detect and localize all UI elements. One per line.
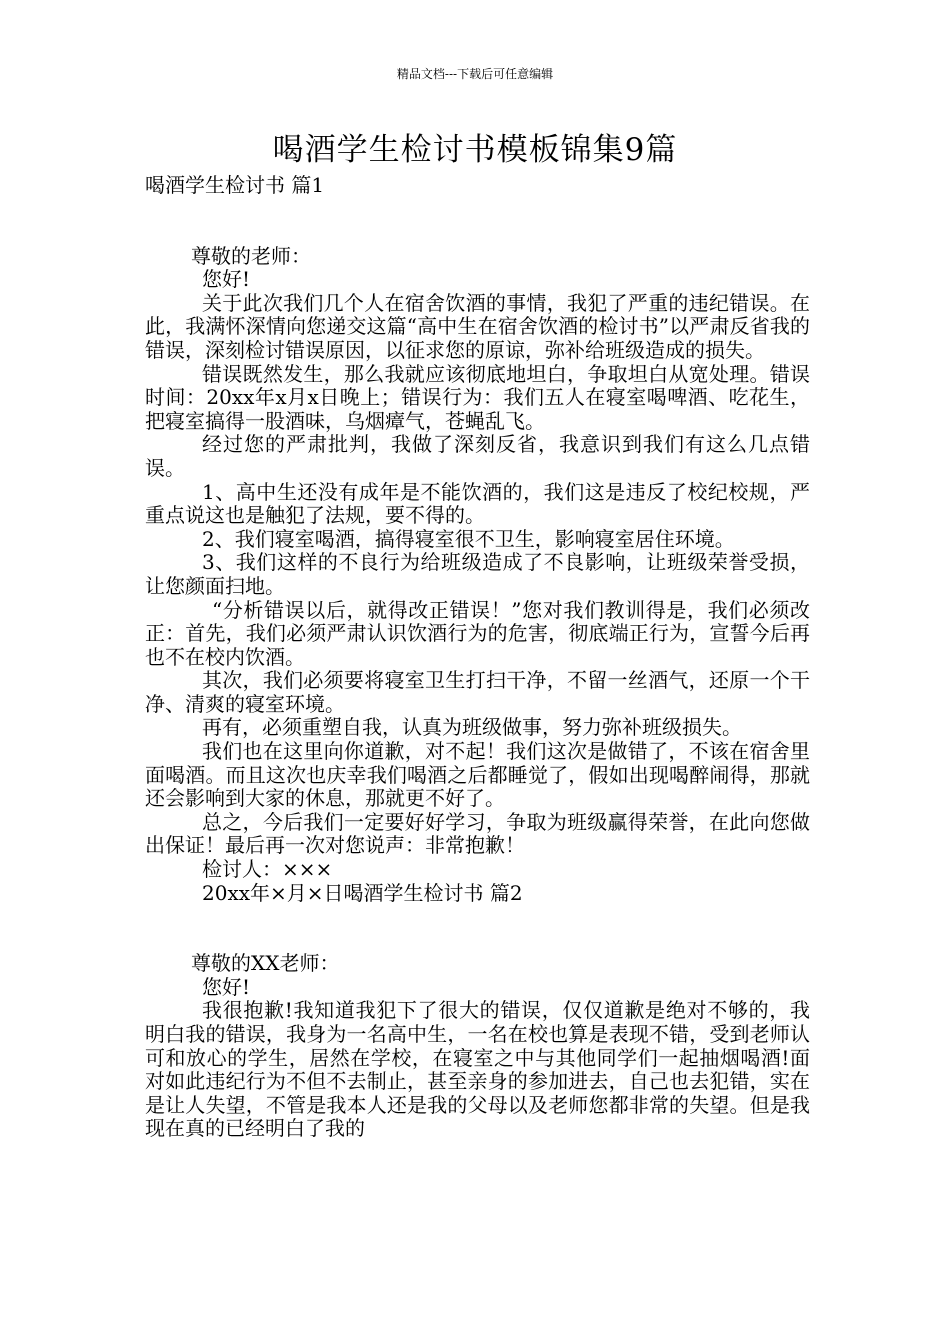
list-item: 3、我们这样的不良行为给班级造成了不良影响，让班级荣誉受损，让您颜面扫地。 xyxy=(145,550,810,598)
section-spacer xyxy=(145,198,810,245)
salutation: 尊敬的老师： xyxy=(191,243,311,268)
signature: 检讨人：××× xyxy=(202,857,333,882)
paragraph: 关于此次我们几个人在宿舍饮酒的事情，我犯了严重的违纪错误。在此，我满怀深情向您递交这篇“高中生在宿舍饮酒的检讨书”以严肃反省我的错误，深刻检讨错误原因，以征求您的原谅，弥补给班级造成的损失。 xyxy=(145,290,810,362)
date-line: 20xx年×月×日喝酒学生检讨书 篇2 xyxy=(202,880,523,905)
greeting: 您好! xyxy=(202,267,251,292)
paragraph: 我很抱歉!我知道我犯下了很大的错误，仅仅道歉是绝对不够的，我明白我的错误，我身为一名高中生，一名在校也算是表现不错，受到老师认可和放心的学生，居然在学校，在寝室之中与其他同学们一起抽烟喝酒!面对如此违纪行为不但不去制止，甚至亲身的参加进去，自己也去犯错，实在是让人失望，不管是我本人还是我的父母以及老师您都非常的失望。但是我现在真的已经明白了我的 xyxy=(145,998,810,1141)
section-spacer xyxy=(145,905,810,952)
paragraph: 经过您的严肃批判，我做了深刻反省，我意识到我们有这么几点错误。 xyxy=(145,432,810,480)
paragraph: 总之，今后我们一定要好好学习，争取为班级赢得荣誉，在此向您做出保证！最后再一次对您说声：非常抱歉！ xyxy=(145,809,810,858)
paragraph: 错误既然发生，那么我就应该彻底地坦白，争取坦白从宽处理。错误时间：20xx年x月x日晚上；错误行为：我们五人在寝室喝啤酒、吃花生，把寝室搞得一股酒味，乌烟瘴气，苍蝇乱飞。 xyxy=(145,361,810,433)
document-header-note: 精品文档---下载后可任意编辑 xyxy=(396,67,554,81)
section-1-heading: 喝酒学生检讨书 篇1 xyxy=(145,173,325,197)
document-title: 喝酒学生检讨书模板锦集9篇 xyxy=(272,132,678,168)
greeting: 您好! xyxy=(202,974,251,999)
paragraph: 其次，我们必须要将寝室卫生打扫干净，不留一丝酒气，还原一个干净、清爽的寝室环境。 xyxy=(145,668,810,716)
paragraph: 再有，必须重塑自我，认真为班级做事，努力弥补班级损失。 xyxy=(202,715,742,740)
paragraph: “分析错误以后，就得改正错误！”您对我们教训得是，我们必须改正：首先，我们必须严肃认识饮酒行为的危害，彻底端正行为，宣誓今后再也不在校内饮酒。 xyxy=(145,597,810,669)
document-body xyxy=(145,174,810,1141)
paragraph: 我们也在这里向你道歉，对不起！我们这次是做错了，不该在宿舍里面喝酒。而且这次也庆幸我们喝酒之后都睡觉了，假如出现喝醉闹得，那就还会影响到大家的休息，那就更不好了。 xyxy=(145,739,810,811)
salutation: 尊敬的XX老师： xyxy=(191,951,340,976)
list-item: 1、高中生还没有成年是不能饮酒的，我们这是违反了校纪校规，严重点说这也是触犯了法规，要不得的。 xyxy=(145,479,810,528)
list-item: 2、我们寝室喝酒，搞得寝室很不卫生，影响寝室居住环境。 xyxy=(202,526,735,551)
